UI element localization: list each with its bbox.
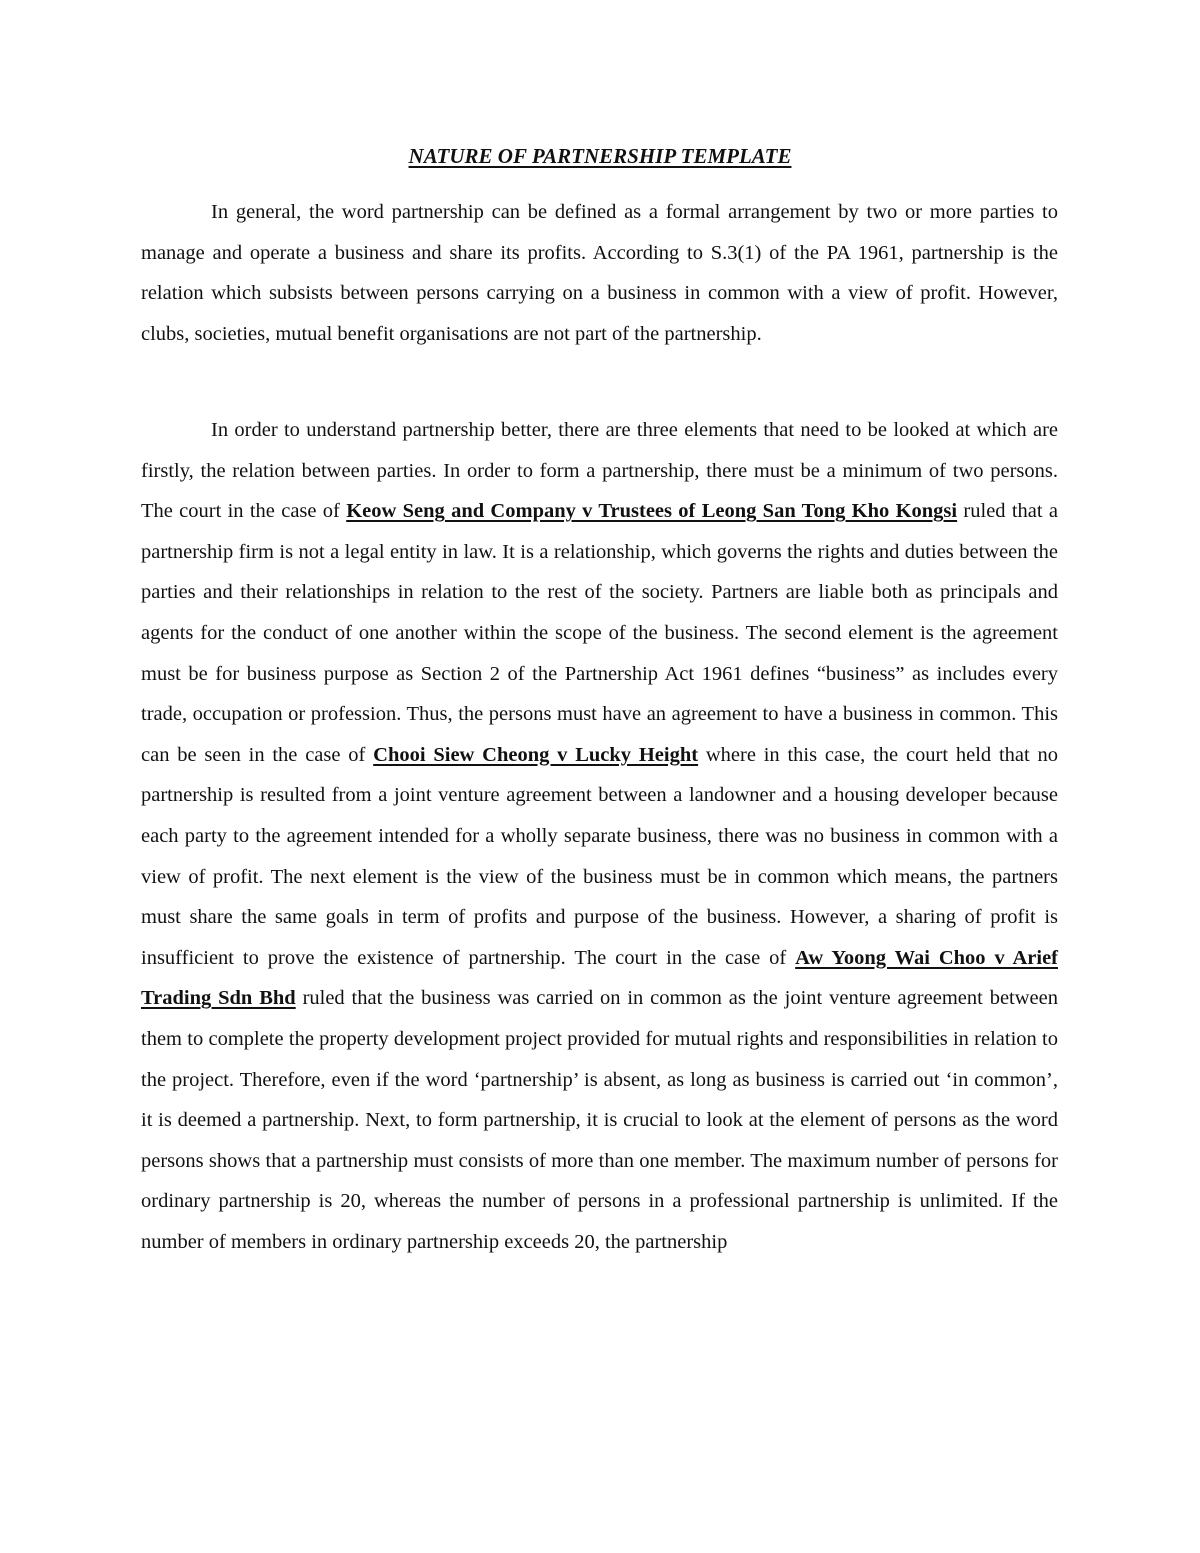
case-citation-keow-seng: Keow Seng and Company v Trustees of Leong San Tong Kho Kongsi [346, 500, 958, 523]
case-citation-chooi-siew-cheong: Chooi Siew Cheong v Lucky Height [373, 743, 699, 766]
case-citation-aw-yoong-wai-choo: Aw Yoong Wai Choo v Arief Trading Sdn Bhd [141, 946, 1058, 1010]
paragraph-text-segment: In order to understand partnership better, there are three elements that need to be looked at which are firstly, the relation between parties. In order to form a partnership, there must be a minimum of two persons. The court in the case of [141, 419, 1058, 523]
paragraph-text-segment: ruled that a partnership firm is not a legal entity in law. It is a relationship, which governs the rights and duties between the parties and their relationships in relation to the rest of the society. Partners are liable both as principals and agents for the conduct of one another within the scope of the business. The second element is the agreement must be for business purpose as Section 2 of the Partnership Act 1961 defines “business” as includes every trade, occupation or profession. Thus, the persons must have an agreement to have a business in common. This can be seen in the case of [141, 500, 1058, 766]
paragraph-intro: In general, the word partnership can be defined as a formal arrangement by two or more parties to manage and operate a business and share its profits. According to S.3(1) of the PA 1961, partnership is the relation which subsists between persons carrying on a business in common with a view of profit. However, clubs, societies, mutual benefit organisations are not part of the partnership. [141, 201, 1058, 345]
paragraph-text-segment: ruled that the business was carried on in common as the joint venture agreement between them to complete the property development project provided for mutual rights and responsibilities in relation to the project. Therefore, even if the word ‘partnership’ is absent, as long as business is carried out ‘in common’, it is deemed a partnership. Next, to form partnership, it is crucial to look at the element of persons as the word persons shows that a partnership must consists of more than one member. The maximum number of persons for ordinary partnership is 20, whereas the number of persons in a professional partnership is unlimited. If the number of members in ordinary partnership exceeds 20, the partnership [141, 987, 1058, 1253]
document-title: NATURE OF PARTNERSHIP TEMPLATE [408, 144, 792, 168]
paragraph-text-segment: where in this case, the court held that no partnership is resulted from a joint venture agreement between a landowner and a housing developer because each party to the agreement intended for a wholly separate business, there was no business in common with a view of profit. The next element is the view of the business must be in common which means, the partners must share the same goals in term of profits and purpose of the business. However, a sharing of profit is insufficient to prove the existence of partnership. The court in the case of [141, 743, 1058, 969]
paragraph-elements [141, 410, 1058, 1262]
